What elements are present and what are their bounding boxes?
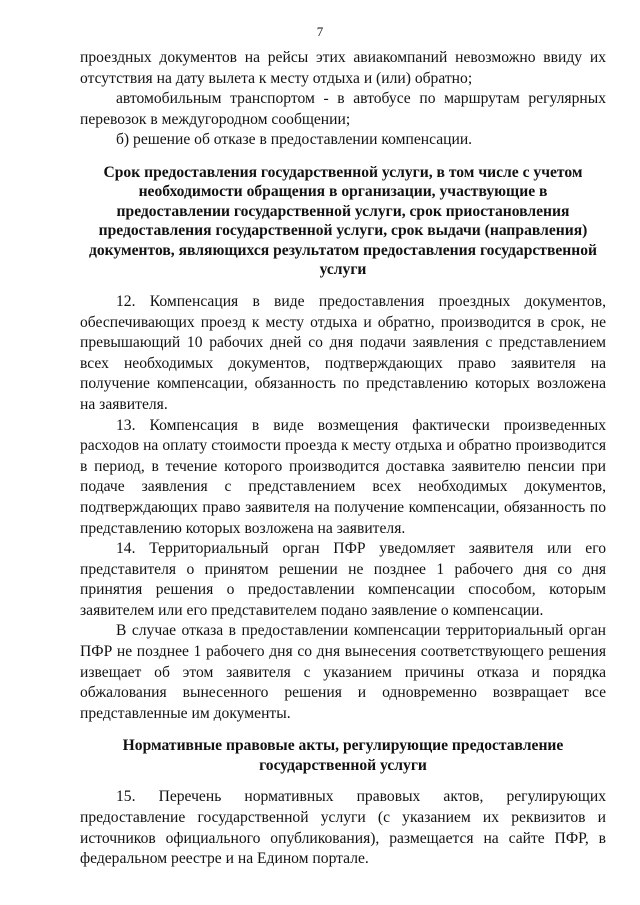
page-number: 7 [316, 24, 324, 39]
paragraph-auto-transport: автомобильным транспортом - в автобусе по маршрутам регулярных перевозок в междугородном сообщении; [80, 90, 606, 128]
paragraph-15: 15. Перечень нормативных правовых актов, регулирующих предоставление государственной услуги (с указанием их реквизитов и источников официального опубликования), размещается на сайте ПФР, в федеральном реестре и на Едином портале. [80, 788, 606, 868]
paragraph-refusal-notice: В случае отказа в предоставлении компенсации территориальный орган ПФР не позднее 1 рабочего дня со дня вынесения соответствующего решения извещает об этом заявителя с указанием причины отказа и порядка обжалования вынесенного решения и одновременно возвращает все представленные им документы. [80, 622, 606, 722]
section-heading-service-term: Срок предоставления государственной услуги, в том числе с учетом необходимости обращения в организации, участвующие в предоставлении государственной услуги, срок приостановления предоставления государственной услуги, срок выдачи (направления) документов, являющихся результатом предоставления государственной услуги [88, 163, 598, 279]
paragraph-continuation: проездных документов на рейсы этих авиакомпаний невозможно ввиду их отсутствия на дату вылета к месту отдыха и (или) обратно; [80, 49, 606, 87]
paragraph-14: 14. Территориальный орган ПФР уведомляет заявителя или его представителя о принятом решении не позднее 1 рабочего дня со дня принятия решения о предоставлении компенсации способом, которым заявителем или его представителем подано заявление о компенсации. [80, 540, 606, 619]
paragraph-refusal-decision: б) решение об отказе в предоставлении компенсации. [116, 131, 473, 149]
paragraph-13: 13. Компенсация в виде возмещения фактически произведенных расходов на оплату стоимости проезда к месту отдыха и обратно производится в период, в течение которого производится доставка заявителю пенсии при подаче заявления с представлением всех необходимых документов, подтверждающих право заявителя на получение компенсации, обязанность по представлению которых возложена на заявителя. [80, 416, 606, 537]
section-heading-legal-acts: Нормативные правовые акты, регулирующие предоставление государственной услуги [122, 737, 564, 774]
paragraph-12: 12. Компенсация в виде предоставления проездных документов, обеспечивающих проезд к месту отдыха и обратно, производится в срок, не превышающий 10 рабочих дней со дня подачи заявления с представлением всех необходимых документов, подтверждающих право заявителя на получение компенсации, обязанность по представлению которых возложена на заявителя. [80, 292, 606, 413]
